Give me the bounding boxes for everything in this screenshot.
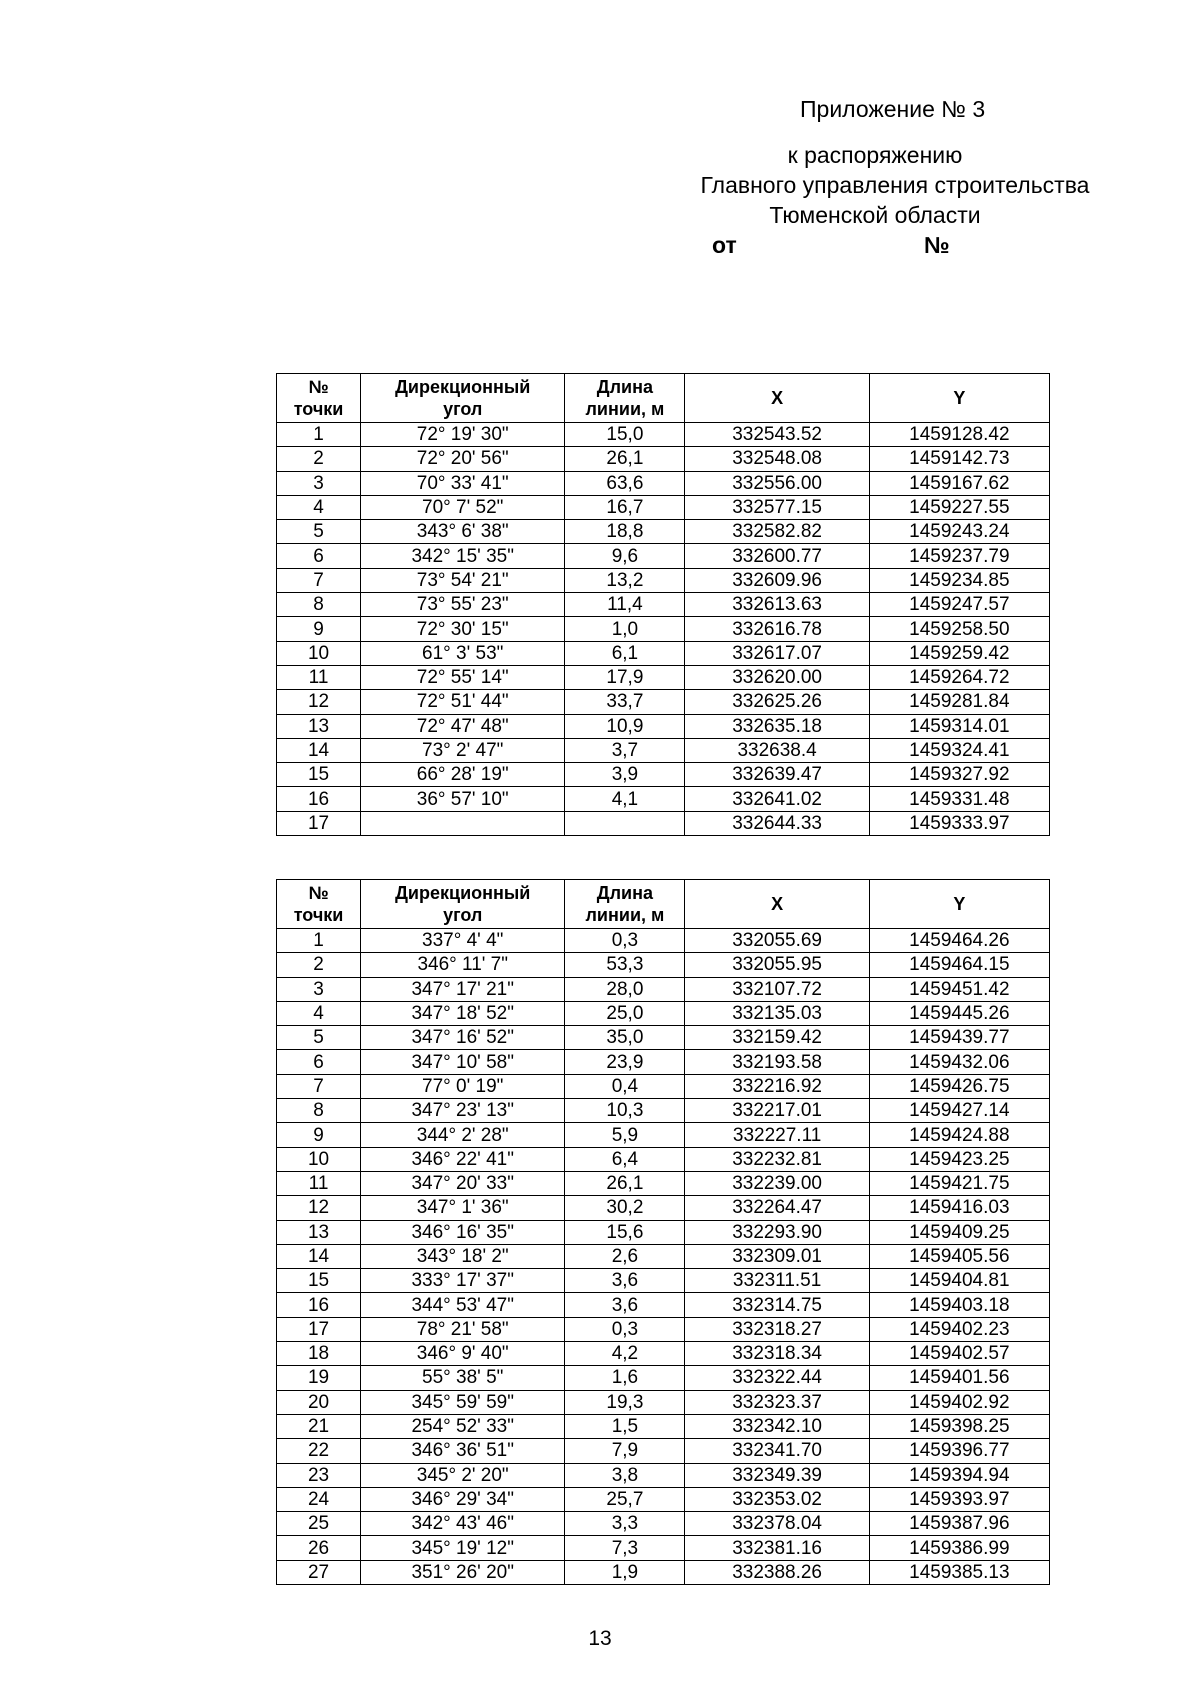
point-number-cell: 9 xyxy=(277,617,361,641)
length-cell: 1,5 xyxy=(565,1414,685,1438)
point-number-cell: 6 xyxy=(277,544,361,568)
y-coordinate-cell: 1459402.92 xyxy=(869,1390,1049,1414)
table-row xyxy=(277,495,1050,519)
bearing-cell: 254° 52' 33" xyxy=(361,1414,565,1438)
length-cell: 2,6 xyxy=(565,1244,685,1268)
table-header-row xyxy=(277,880,1050,929)
y-coordinate-cell: 1459416.03 xyxy=(869,1196,1049,1220)
point-number-cell: 10 xyxy=(277,1147,361,1171)
length-cell: 35,0 xyxy=(565,1026,685,1050)
bearing-cell: 346° 9' 40" xyxy=(361,1342,565,1366)
table-row xyxy=(277,1026,1050,1050)
y-coordinate-cell: 1459327.92 xyxy=(869,763,1049,787)
column-header-angle: Дирекционный угол xyxy=(361,880,565,929)
y-coordinate-cell: 1459259.42 xyxy=(869,641,1049,665)
x-coordinate-cell: 332322.44 xyxy=(685,1366,869,1390)
header-line-1: к распоряжению xyxy=(787,142,963,168)
length-cell: 19,3 xyxy=(565,1390,685,1414)
point-number-cell: 24 xyxy=(277,1487,361,1511)
bearing-cell: 72° 30' 15" xyxy=(361,617,565,641)
point-number-cell: 5 xyxy=(277,520,361,544)
x-coordinate-cell: 332216.92 xyxy=(685,1074,869,1098)
y-coordinate-cell: 1459423.25 xyxy=(869,1147,1049,1171)
point-number-cell: 18 xyxy=(277,1342,361,1366)
y-coordinate-cell: 1459398.25 xyxy=(869,1414,1049,1438)
point-number-cell: 4 xyxy=(277,495,361,519)
bearing-cell: 346° 36' 51" xyxy=(361,1439,565,1463)
length-cell: 18,8 xyxy=(565,520,685,544)
table-row xyxy=(277,1074,1050,1098)
y-coordinate-cell: 1459386.99 xyxy=(869,1536,1049,1560)
column-header-length: Длина линии, м xyxy=(565,374,685,423)
bearing-cell: 347° 18' 52" xyxy=(361,1001,565,1025)
point-number-cell: 1 xyxy=(277,423,361,447)
x-coordinate-cell: 332264.47 xyxy=(685,1196,869,1220)
y-coordinate-cell: 1459464.15 xyxy=(869,953,1049,977)
x-coordinate-cell: 332381.16 xyxy=(685,1536,869,1560)
bearing-cell: 343° 6' 38" xyxy=(361,520,565,544)
bearing-cell: 345° 59' 59" xyxy=(361,1390,565,1414)
y-coordinate-cell: 1459167.62 xyxy=(869,471,1049,495)
point-number-cell: 14 xyxy=(277,738,361,762)
length-cell: 3,3 xyxy=(565,1512,685,1536)
length-cell: 17,9 xyxy=(565,665,685,689)
bearing-cell: 72° 51' 44" xyxy=(361,690,565,714)
point-number-cell: 7 xyxy=(277,1074,361,1098)
point-number-cell: 13 xyxy=(277,1220,361,1244)
table-row xyxy=(277,1196,1050,1220)
point-number-cell: 1 xyxy=(277,929,361,953)
table-row xyxy=(277,1439,1050,1463)
bearing-cell: 61° 3' 53" xyxy=(361,641,565,665)
bearing-cell xyxy=(361,811,565,835)
point-number-cell: 16 xyxy=(277,1293,361,1317)
point-number-cell: 20 xyxy=(277,1390,361,1414)
y-coordinate-cell: 1459314.01 xyxy=(869,714,1049,738)
x-coordinate-cell: 332318.34 xyxy=(685,1342,869,1366)
length-cell: 15,6 xyxy=(565,1220,685,1244)
table-row xyxy=(277,763,1050,787)
table-row xyxy=(277,690,1050,714)
bearing-cell: 347° 23' 13" xyxy=(361,1099,565,1123)
x-coordinate-cell: 332600.77 xyxy=(685,544,869,568)
x-coordinate-cell: 332239.00 xyxy=(685,1171,869,1195)
y-coordinate-cell: 1459331.48 xyxy=(869,787,1049,811)
point-number-cell: 26 xyxy=(277,1536,361,1560)
length-cell: 28,0 xyxy=(565,977,685,1001)
column-header-x: X xyxy=(685,374,869,423)
x-coordinate-cell: 332388.26 xyxy=(685,1560,869,1584)
y-coordinate-cell: 1459243.24 xyxy=(869,520,1049,544)
length-cell: 3,9 xyxy=(565,763,685,787)
point-number-cell: 12 xyxy=(277,690,361,714)
bearing-cell: 346° 29' 34" xyxy=(361,1487,565,1511)
x-coordinate-cell: 332227.11 xyxy=(685,1123,869,1147)
table-row xyxy=(277,714,1050,738)
length-cell: 16,7 xyxy=(565,495,685,519)
y-coordinate-cell: 1459385.13 xyxy=(869,1560,1049,1584)
bearing-cell: 347° 20' 33" xyxy=(361,1171,565,1195)
length-cell: 9,6 xyxy=(565,544,685,568)
point-number-cell: 2 xyxy=(277,953,361,977)
table-row xyxy=(277,953,1050,977)
length-cell: 25,7 xyxy=(565,1487,685,1511)
column-header-x: X xyxy=(685,880,869,929)
x-coordinate-cell: 332314.75 xyxy=(685,1293,869,1317)
point-number-cell: 17 xyxy=(277,811,361,835)
y-coordinate-cell: 1459237.79 xyxy=(869,544,1049,568)
length-cell: 33,7 xyxy=(565,690,685,714)
x-coordinate-cell: 332159.42 xyxy=(685,1026,869,1050)
bearing-cell: 70° 7' 52" xyxy=(361,495,565,519)
bearing-cell: 337° 4' 4" xyxy=(361,929,565,953)
bearing-cell: 72° 47' 48" xyxy=(361,714,565,738)
x-coordinate-cell: 332639.47 xyxy=(685,763,869,787)
x-coordinate-cell: 332609.96 xyxy=(685,568,869,592)
point-number-cell: 19 xyxy=(277,1366,361,1390)
point-number-cell: 3 xyxy=(277,977,361,1001)
column-header-angle: Дирекционный угол xyxy=(361,374,565,423)
bearing-cell: 346° 11' 7" xyxy=(361,953,565,977)
table-row xyxy=(277,1414,1050,1438)
length-cell: 0,3 xyxy=(565,1317,685,1341)
point-number-cell: 21 xyxy=(277,1414,361,1438)
bearing-cell: 344° 2' 28" xyxy=(361,1123,565,1147)
x-coordinate-cell: 332582.82 xyxy=(685,520,869,544)
point-number-cell: 23 xyxy=(277,1463,361,1487)
length-cell: 1,6 xyxy=(565,1366,685,1390)
bearing-cell: 55° 38' 5" xyxy=(361,1366,565,1390)
y-coordinate-cell: 1459387.96 xyxy=(869,1512,1049,1536)
x-coordinate-cell: 332055.69 xyxy=(685,929,869,953)
bearing-cell: 342° 15' 35" xyxy=(361,544,565,568)
length-cell: 3,8 xyxy=(565,1463,685,1487)
column-header-length: Длина линии, м xyxy=(565,880,685,929)
coordinates-table-1 xyxy=(276,373,1050,836)
point-number-cell: 5 xyxy=(277,1026,361,1050)
point-number-cell: 15 xyxy=(277,763,361,787)
length-cell xyxy=(565,811,685,835)
table-row xyxy=(277,811,1050,835)
bearing-cell: 346° 16' 35" xyxy=(361,1220,565,1244)
y-coordinate-cell: 1459324.41 xyxy=(869,738,1049,762)
x-coordinate-cell: 332620.00 xyxy=(685,665,869,689)
x-coordinate-cell: 332311.51 xyxy=(685,1269,869,1293)
length-cell: 7,9 xyxy=(565,1439,685,1463)
x-coordinate-cell: 332349.39 xyxy=(685,1463,869,1487)
point-number-cell: 10 xyxy=(277,641,361,665)
x-coordinate-cell: 332378.04 xyxy=(685,1512,869,1536)
table-row xyxy=(277,1099,1050,1123)
y-coordinate-cell: 1459394.94 xyxy=(869,1463,1049,1487)
point-number-cell: 7 xyxy=(277,568,361,592)
point-number-cell: 6 xyxy=(277,1050,361,1074)
bearing-cell: 72° 19' 30" xyxy=(361,423,565,447)
bearing-cell: 73° 2' 47" xyxy=(361,738,565,762)
bearing-cell: 345° 2' 20" xyxy=(361,1463,565,1487)
table-row xyxy=(277,977,1050,1001)
point-number-cell: 8 xyxy=(277,593,361,617)
y-coordinate-cell: 1459432.06 xyxy=(869,1050,1049,1074)
x-coordinate-cell: 332309.01 xyxy=(685,1244,869,1268)
y-coordinate-cell: 1459421.75 xyxy=(869,1171,1049,1195)
length-cell: 4,1 xyxy=(565,787,685,811)
bearing-cell: 70° 33' 41" xyxy=(361,471,565,495)
bearing-cell: 73° 55' 23" xyxy=(361,593,565,617)
length-cell: 23,9 xyxy=(565,1050,685,1074)
length-cell: 7,3 xyxy=(565,1536,685,1560)
table-row xyxy=(277,1050,1050,1074)
length-cell: 26,1 xyxy=(565,447,685,471)
y-coordinate-cell: 1459464.26 xyxy=(869,929,1049,953)
bearing-cell: 78° 21' 58" xyxy=(361,1317,565,1341)
table-row xyxy=(277,520,1050,544)
point-number-cell: 16 xyxy=(277,787,361,811)
y-coordinate-cell: 1459264.72 xyxy=(869,665,1049,689)
length-cell: 1,0 xyxy=(565,617,685,641)
length-cell: 6,1 xyxy=(565,641,685,665)
x-coordinate-cell: 332293.90 xyxy=(685,1220,869,1244)
bearing-cell: 72° 55' 14" xyxy=(361,665,565,689)
bearing-cell: 73° 54' 21" xyxy=(361,568,565,592)
x-coordinate-cell: 332641.02 xyxy=(685,787,869,811)
column-header-point: № точки xyxy=(277,374,361,423)
table-row xyxy=(277,738,1050,762)
bearing-cell: 342° 43' 46" xyxy=(361,1512,565,1536)
x-coordinate-cell: 332556.00 xyxy=(685,471,869,495)
table-row xyxy=(277,1293,1050,1317)
y-coordinate-cell: 1459142.73 xyxy=(869,447,1049,471)
length-cell: 26,1 xyxy=(565,1171,685,1195)
table-row xyxy=(277,1390,1050,1414)
x-coordinate-cell: 332644.33 xyxy=(685,811,869,835)
table-row xyxy=(277,1147,1050,1171)
table-row xyxy=(277,593,1050,617)
x-coordinate-cell: 332318.27 xyxy=(685,1317,869,1341)
bearing-cell: 345° 19' 12" xyxy=(361,1536,565,1560)
x-coordinate-cell: 332625.26 xyxy=(685,690,869,714)
y-coordinate-cell: 1459404.81 xyxy=(869,1269,1049,1293)
point-number-cell: 15 xyxy=(277,1269,361,1293)
x-coordinate-cell: 332232.81 xyxy=(685,1147,869,1171)
table-row xyxy=(277,1463,1050,1487)
appendix-title: Приложение № 3 xyxy=(800,96,986,122)
point-number-cell: 25 xyxy=(277,1512,361,1536)
length-cell: 0,4 xyxy=(565,1074,685,1098)
page-number: 13 xyxy=(588,1627,612,1650)
table-row xyxy=(277,1171,1050,1195)
y-coordinate-cell: 1459247.57 xyxy=(869,593,1049,617)
table-row xyxy=(277,929,1050,953)
y-coordinate-cell: 1459409.25 xyxy=(869,1220,1049,1244)
length-cell: 63,6 xyxy=(565,471,685,495)
x-coordinate-cell: 332616.78 xyxy=(685,617,869,641)
y-coordinate-cell: 1459401.56 xyxy=(869,1366,1049,1390)
table-header-row xyxy=(277,374,1050,423)
y-coordinate-cell: 1459396.77 xyxy=(869,1439,1049,1463)
bearing-cell: 346° 22' 41" xyxy=(361,1147,565,1171)
bearing-cell: 344° 53' 47" xyxy=(361,1293,565,1317)
point-number-cell: 27 xyxy=(277,1560,361,1584)
x-coordinate-cell: 332543.52 xyxy=(685,423,869,447)
length-cell: 30,2 xyxy=(565,1196,685,1220)
length-cell: 15,0 xyxy=(565,423,685,447)
y-coordinate-cell: 1459333.97 xyxy=(869,811,1049,835)
y-coordinate-cell: 1459227.55 xyxy=(869,495,1049,519)
point-number-cell: 8 xyxy=(277,1099,361,1123)
bearing-cell: 77° 0' 19" xyxy=(361,1074,565,1098)
length-cell: 13,2 xyxy=(565,568,685,592)
y-coordinate-cell: 1459405.56 xyxy=(869,1244,1049,1268)
point-number-cell: 22 xyxy=(277,1439,361,1463)
x-coordinate-cell: 332055.95 xyxy=(685,953,869,977)
bearing-cell: 72° 20' 56" xyxy=(361,447,565,471)
bearing-cell: 347° 17' 21" xyxy=(361,977,565,1001)
x-coordinate-cell: 332135.03 xyxy=(685,1001,869,1025)
x-coordinate-cell: 332638.4 xyxy=(685,738,869,762)
length-cell: 0,3 xyxy=(565,929,685,953)
table-row xyxy=(277,1342,1050,1366)
y-coordinate-cell: 1459128.42 xyxy=(869,423,1049,447)
table-row xyxy=(277,665,1050,689)
point-number-cell: 11 xyxy=(277,665,361,689)
y-coordinate-cell: 1459403.18 xyxy=(869,1293,1049,1317)
column-header-y: Y xyxy=(869,374,1049,423)
length-cell: 25,0 xyxy=(565,1001,685,1025)
x-coordinate-cell: 332107.72 xyxy=(685,977,869,1001)
y-coordinate-cell: 1459424.88 xyxy=(869,1123,1049,1147)
table-row xyxy=(277,1487,1050,1511)
y-coordinate-cell: 1459402.23 xyxy=(869,1317,1049,1341)
x-coordinate-cell: 332577.15 xyxy=(685,495,869,519)
bearing-cell: 347° 10' 58" xyxy=(361,1050,565,1074)
point-number-cell: 17 xyxy=(277,1317,361,1341)
table-row xyxy=(277,787,1050,811)
number-label: № xyxy=(924,232,950,258)
x-coordinate-cell: 332323.37 xyxy=(685,1390,869,1414)
table-row xyxy=(277,617,1050,641)
table-row xyxy=(277,447,1050,471)
table-row xyxy=(277,1001,1050,1025)
x-coordinate-cell: 332353.02 xyxy=(685,1487,869,1511)
length-cell: 11,4 xyxy=(565,593,685,617)
table-row xyxy=(277,1123,1050,1147)
length-cell: 6,4 xyxy=(565,1147,685,1171)
bearing-cell: 343° 18' 2" xyxy=(361,1244,565,1268)
length-cell: 3,7 xyxy=(565,738,685,762)
y-coordinate-cell: 1459258.50 xyxy=(869,617,1049,641)
point-number-cell: 14 xyxy=(277,1244,361,1268)
table-row xyxy=(277,1560,1050,1584)
y-coordinate-cell: 1459281.84 xyxy=(869,690,1049,714)
column-header-y: Y xyxy=(869,880,1049,929)
date-label: от xyxy=(712,232,737,258)
point-number-cell: 13 xyxy=(277,714,361,738)
table-row xyxy=(277,1366,1050,1390)
table-row xyxy=(277,471,1050,495)
length-cell: 10,9 xyxy=(565,714,685,738)
table-row xyxy=(277,1244,1050,1268)
length-cell: 1,9 xyxy=(565,1560,685,1584)
bearing-cell: 347° 16' 52" xyxy=(361,1026,565,1050)
point-number-cell: 3 xyxy=(277,471,361,495)
bearing-cell: 347° 1' 36" xyxy=(361,1196,565,1220)
length-cell: 3,6 xyxy=(565,1293,685,1317)
table-row xyxy=(277,423,1050,447)
bearing-cell: 36° 57' 10" xyxy=(361,787,565,811)
length-cell: 5,9 xyxy=(565,1123,685,1147)
x-coordinate-cell: 332341.70 xyxy=(685,1439,869,1463)
x-coordinate-cell: 332635.18 xyxy=(685,714,869,738)
length-cell: 3,6 xyxy=(565,1269,685,1293)
point-number-cell: 4 xyxy=(277,1001,361,1025)
length-cell: 53,3 xyxy=(565,953,685,977)
y-coordinate-cell: 1459445.26 xyxy=(869,1001,1049,1025)
table-row xyxy=(277,544,1050,568)
header-line-2: Главного управления строительства xyxy=(700,172,1090,198)
y-coordinate-cell: 1459234.85 xyxy=(869,568,1049,592)
table-row xyxy=(277,1317,1050,1341)
y-coordinate-cell: 1459439.77 xyxy=(869,1026,1049,1050)
header-line-3: Тюменской области xyxy=(769,202,981,228)
table-body xyxy=(277,929,1050,1585)
point-number-cell: 9 xyxy=(277,1123,361,1147)
table-body xyxy=(277,423,1050,836)
point-number-cell: 2 xyxy=(277,447,361,471)
x-coordinate-cell: 332613.63 xyxy=(685,593,869,617)
y-coordinate-cell: 1459393.97 xyxy=(869,1487,1049,1511)
y-coordinate-cell: 1459451.42 xyxy=(869,977,1049,1001)
table-row xyxy=(277,641,1050,665)
x-coordinate-cell: 332193.58 xyxy=(685,1050,869,1074)
x-coordinate-cell: 332342.10 xyxy=(685,1414,869,1438)
x-coordinate-cell: 332217.01 xyxy=(685,1099,869,1123)
length-cell: 4,2 xyxy=(565,1342,685,1366)
table-row xyxy=(277,1220,1050,1244)
bearing-cell: 66° 28' 19" xyxy=(361,763,565,787)
table-row xyxy=(277,1269,1050,1293)
point-number-cell: 12 xyxy=(277,1196,361,1220)
table-row xyxy=(277,1512,1050,1536)
bearing-cell: 333° 17' 37" xyxy=(361,1269,565,1293)
length-cell: 10,3 xyxy=(565,1099,685,1123)
y-coordinate-cell: 1459402.57 xyxy=(869,1342,1049,1366)
x-coordinate-cell: 332548.08 xyxy=(685,447,869,471)
table-row xyxy=(277,568,1050,592)
y-coordinate-cell: 1459426.75 xyxy=(869,1074,1049,1098)
column-header-point: № точки xyxy=(277,880,361,929)
x-coordinate-cell: 332617.07 xyxy=(685,641,869,665)
coordinates-table-2 xyxy=(276,879,1050,1585)
bearing-cell: 351° 26' 20" xyxy=(361,1560,565,1584)
y-coordinate-cell: 1459427.14 xyxy=(869,1099,1049,1123)
point-number-cell: 11 xyxy=(277,1171,361,1195)
table-row xyxy=(277,1536,1050,1560)
